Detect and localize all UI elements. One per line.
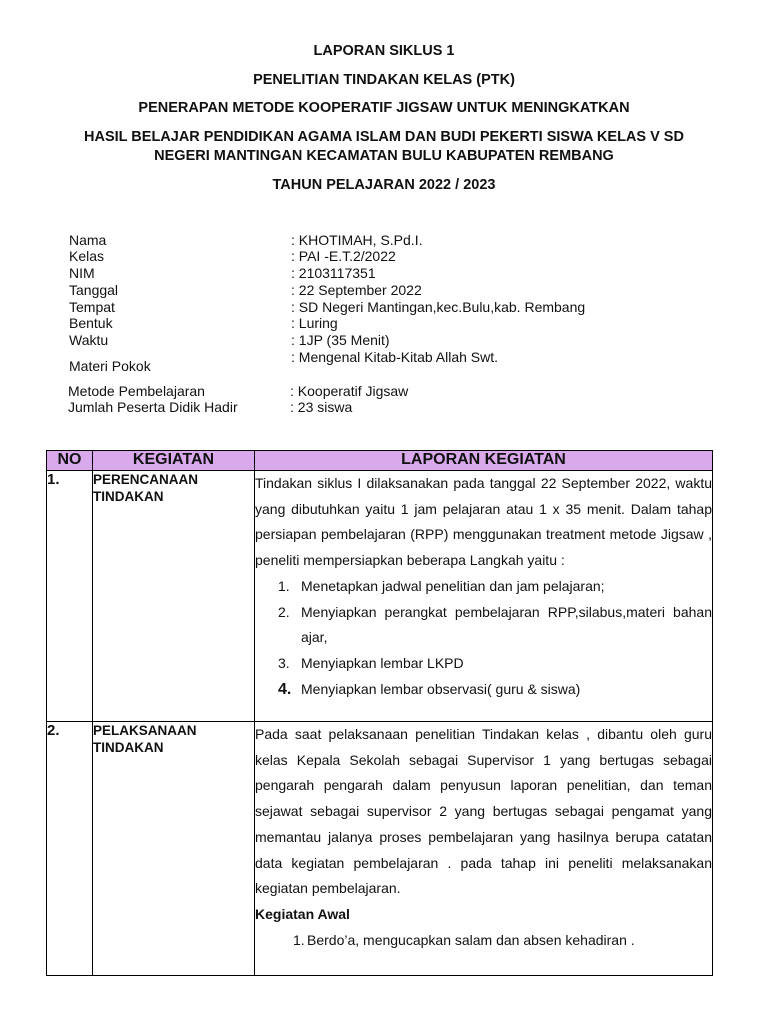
section-subheading: Kegiatan Awal <box>255 905 350 922</box>
report-subtitle: PENELITIAN TINDAKAN KELAS (PTK) <box>253 72 515 88</box>
report-topic-line-3: NEGERI MANTINGAN KECAMATAN BULU KABUPATEN REMBANG <box>154 148 614 164</box>
list-item-text: Berdo’a, mengucapkan salam dan absen kehadiran . <box>307 931 635 948</box>
identity-value-tempat: : SD Negeri Mantingan,kec.Bulu,kab. Rembang <box>291 299 586 315</box>
header-laporan: LAPORAN KEGIATAN <box>255 451 713 471</box>
header-no: NO <box>47 451 93 471</box>
identity-value-nama: : KHOTIMAH, S.Pd.I. <box>291 232 423 248</box>
list-item-number: 2. <box>278 603 290 620</box>
identity-value-waktu: : 1JP (35 Menit) <box>291 332 390 348</box>
report-topic-line-1: PENERAPAN METODE KOOPERATIF JIGSAW UNTUK MENINGKATKAN <box>138 100 630 116</box>
list-item <box>255 600 712 651</box>
identity-value-nim: : 2103117351 <box>291 265 376 281</box>
list-item <box>255 928 712 954</box>
identity-label-kelas: Kelas <box>69 248 105 264</box>
identity-value-bentuk: : Luring <box>291 315 338 331</box>
row-number: 1. <box>47 471 93 722</box>
list-item <box>255 677 712 703</box>
list-item <box>255 574 712 600</box>
identity-label-metode: Metode Pembelajaran <box>68 383 205 399</box>
identity-label-nama: Nama <box>69 232 107 248</box>
list-item-text: Menyiapkan lembar LKPD <box>301 654 464 671</box>
identity-label-tempat: Tempat <box>69 299 115 315</box>
identity-label-waktu: Waktu <box>69 332 109 348</box>
table-row <box>47 722 713 976</box>
identity-label-jumlah: Jumlah Peserta Didik Hadir <box>68 399 238 415</box>
identity-value-metode: : Kooperatif Jigsaw <box>290 383 409 399</box>
list-item-text: Menyiapkan lembar observasi( guru & siswa) <box>301 680 581 697</box>
row-laporan <box>255 471 713 722</box>
school-year: TAHUN PELAJARAN 2022 / 2023 <box>272 177 496 193</box>
table-header-row <box>47 451 713 471</box>
laporan-paragraph: Tindakan siklus I dilaksanakan pada tanggal 22 September 2022, waktu yang dibutuhkan yaitu 1 jam pelajaran atau 1 x 35 menit. Dalam tahap persiapan pembelajaran (RPP) menggunakan treatment metode Jigsaw , peneliti mempersiapkan beberapa Langkah yaitu : <box>255 475 712 569</box>
list-item-number: 1. <box>293 931 305 948</box>
identity-value-tanggal: : 22 September 2022 <box>291 282 422 298</box>
list-item-number: 1. <box>278 577 290 594</box>
list-item-text: Menetapkan jadwal penelitian dan jam pelajaran; <box>301 577 605 594</box>
activities-list <box>255 928 712 954</box>
identity-label-bentuk: Bentuk <box>69 315 113 331</box>
list-item-number: 4. <box>278 680 292 698</box>
identity-label-tanggal: Tanggal <box>69 282 119 298</box>
identity-value-jumlah: : 23 siswa <box>290 399 353 415</box>
laporan-paragraph: Pada saat pelaksanaan penelitian Tindakan kelas , dibantu oleh guru kelas Kepala Sekolah sebagai Supervisor 1 yang bertugas sebagai pengarah pengarah dalam penyusun laporan penelitian, dan teman sejawat sebagai supervisor 2 yang bertugas sebagai pengamat yang memantau jalanya proses pembelajaran yang hasilnya berupa catatan data kegiatan pembelajaran . pada tahap ini peneliti melaksanakan kegiatan pembelajaran. <box>255 726 712 897</box>
report-topic-line-2: HASIL BELAJAR PENDIDIKAN AGAMA ISLAM DAN BUDI PEKERTI SISWA KELAS V SD <box>84 129 684 145</box>
activity-table <box>46 450 713 976</box>
row-number: 2. <box>47 722 93 976</box>
table-row <box>47 471 713 722</box>
identity-label-materi: Materi Pokok <box>69 358 151 374</box>
identity-value-materi: : Mengenal Kitab-Kitab Allah Swt. <box>291 349 499 365</box>
row-laporan <box>255 722 713 976</box>
header-kegiatan: KEGIATAN <box>93 451 255 471</box>
identity-label-nim: NIM <box>69 265 95 281</box>
list-item-text: Menyiapkan perangkat pembelajaran RPP,silabus,materi bahan ajar, <box>301 603 712 646</box>
list-item <box>255 651 712 677</box>
preparation-steps-list <box>255 574 712 703</box>
identity-value-kelas: : PAI -E.T.2/2022 <box>291 248 396 264</box>
row-kegiatan: PERENCANAAN TINDAKAN <box>93 471 255 722</box>
list-item-number: 3. <box>278 654 290 671</box>
row-kegiatan: PELAKSANAAN TINDAKAN <box>93 722 255 976</box>
report-title: LAPORAN SIKLUS 1 <box>313 43 455 59</box>
